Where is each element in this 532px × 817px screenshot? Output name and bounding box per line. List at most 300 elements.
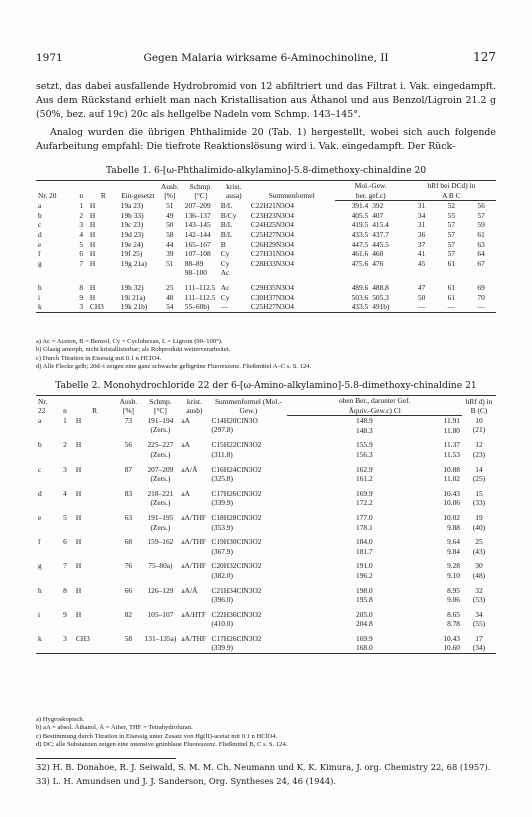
cell-summenformel: C29H35N3O4 — [250, 282, 294, 292]
cell-r: H — [75, 464, 82, 474]
cell-hrf — [462, 556, 496, 580]
cell-nr: e — [38, 239, 42, 249]
cell-hrf — [462, 581, 496, 605]
cell-hrf — [462, 605, 496, 629]
cell-r: H — [89, 239, 96, 249]
cell-aequiv-line: 205.0 — [356, 609, 373, 619]
cell-hrf-line: (25) — [472, 474, 486, 484]
cell-krist: Cy — [220, 249, 230, 259]
cell-hrf-line: (48) — [472, 570, 486, 580]
cell-summenformel — [209, 460, 287, 484]
cell-n: 9 — [79, 292, 84, 302]
cell-hrf-a: 47 — [417, 282, 426, 292]
cell-hrf-line: 12 — [475, 440, 483, 450]
cell-ausbeute: 66 — [124, 585, 133, 595]
cell-cl-line: 9.06 — [447, 595, 460, 605]
cell-summenformel-line: (325.8) — [211, 474, 233, 484]
cell-n: 3 — [79, 302, 84, 312]
cell-hrf-b: 57 — [447, 229, 456, 239]
cell-molgew-gef: 476 — [372, 258, 384, 268]
cell-nr: e — [38, 512, 42, 522]
cell-krist: B/L — [220, 200, 233, 210]
cell-cl — [375, 435, 462, 459]
cell-nr: a — [38, 415, 42, 425]
cell-hrf-b: 55 — [447, 210, 456, 220]
cell-hrf — [462, 484, 496, 508]
cell-aequiv-line: 156.3 — [356, 449, 373, 459]
t1-col-hrf-sub: A B C — [407, 191, 496, 201]
table-row — [36, 508, 496, 532]
cell-r: H — [75, 512, 82, 522]
cell-hrf-c: 70 — [477, 292, 485, 302]
cell-n: 3 — [63, 633, 67, 643]
cell-schmp — [141, 435, 179, 459]
cell-molgew-ber: 475.6 — [351, 258, 369, 268]
table-row — [36, 435, 496, 459]
cell-schmp-line: (Zers.) — [150, 474, 171, 484]
cell-ausbeute: 58 — [166, 229, 174, 239]
table-row — [36, 484, 496, 508]
cell-cl-line: 8.95 — [447, 585, 460, 595]
cell-summenformel-line: (396.0) — [211, 595, 233, 605]
cell-cl-line: 11.37 — [443, 440, 460, 450]
t1-col-schmp: Schmp. [°C] — [183, 181, 219, 201]
cell-krist: aA/THF — [181, 537, 207, 547]
cell-aequiv — [287, 435, 374, 459]
t2-col-r: R — [74, 396, 116, 416]
cell-hrf-line: 19 — [475, 512, 483, 522]
cell-hrf-line: (21) — [472, 425, 486, 435]
cell-summenformel — [209, 629, 287, 654]
body-paragraph: setzt, das dabei ausfallende Hydrobromid von 12 abfiltriert und das Filtrat i. Vak. eingedampft. Aus dem Rückstand erhielt man nach Kristallisation aus Äthanol und aus Benzol/Ligroin 21.2 g (50%, bez. auf 19c) 20c als hellgelbe Nadeln vom Schmp. 143–145°. — [36, 81, 496, 120]
table1-caption: Tabelle 1. 6-[ω-Phthalimido-alkylamino]-5.8-dimethoxy-chinaldine 20 — [105, 165, 427, 176]
table1-footnote: d) Alle Flecke gelb; 20d–i zeigen eine ganz schwache gelbgrüne Fluoreszenz. Fließmittel A–C s. S. 124. — [36, 363, 312, 371]
body-paragraph: Analog wurden die übrigen Phthalimide 20 (Tab. 1) hergestellt, wobei sich auch folgende Aufarbeitung empfahl: Die tiefrote Reaktionslösung wird i. Vak. eingedampft. Der Rück- — [36, 127, 496, 152]
cell-nr: d — [38, 229, 42, 239]
cell-krist: B/L — [220, 220, 233, 230]
cell-schmp-line: (Zers.) — [150, 522, 171, 532]
cell-schmp: 55–60b) — [184, 302, 210, 312]
cell-aequiv — [287, 605, 374, 629]
cell-cl-line: 10.43 — [443, 488, 460, 498]
cell-molgew-gef: 488.8 — [372, 282, 389, 292]
cell-schmp — [141, 581, 179, 605]
cell-aequiv-line: 191.0 — [356, 561, 373, 571]
cell-molgew-ber: 405.5 — [351, 210, 369, 220]
cell-hrf-a: 34 — [417, 210, 426, 220]
cell-hrf-line: (33) — [472, 498, 486, 508]
t2-col-analyse-sub: Äquiv.-Gew.c) Cl — [287, 406, 462, 416]
cell-schmp-line: 75–80a) — [148, 561, 173, 571]
t1-col-ausb: Ausb. [%] — [157, 181, 183, 201]
table-row — [36, 249, 496, 259]
cell-nr: g — [38, 258, 42, 268]
cell-krist: aA/THF — [181, 512, 207, 522]
cell-n: 2 — [79, 210, 84, 220]
cell-hrf — [462, 435, 496, 459]
t1-col-n: n — [75, 181, 88, 201]
cell-hrf — [462, 532, 496, 556]
cell-hrf — [462, 460, 496, 484]
cell-cl-line: 9.64 — [447, 537, 460, 547]
cell-molgew-ber: 391.4 — [351, 201, 369, 211]
cell-hrf-a: 41 — [417, 249, 426, 259]
table-row — [36, 460, 496, 484]
cell-aequiv-line: 148.9 — [356, 416, 373, 426]
cell-summenformel-line: (339.9) — [211, 498, 233, 508]
cell-cl — [375, 508, 462, 532]
cell-summenformel: C25H27N3O4 — [250, 302, 294, 312]
t2-col-n: n — [56, 396, 74, 416]
reference-item: 32) H. B. Donahoe, R. J. Seiwald, S. M. M. Ch. Neumann und K. K. Kimura, J. org. Chemistry 22, 68 (1957). — [36, 762, 491, 772]
cell-ausbeute: 73 — [124, 415, 133, 425]
cell-eingesetzt: 19c 23) — [120, 220, 144, 230]
t1-col-summenformel: Summenformel — [249, 181, 335, 201]
cell-hrf-c: 56 — [477, 201, 485, 211]
cell-n: 4 — [79, 229, 84, 239]
cell-aequiv-line: 169.9 — [356, 488, 373, 498]
cell-r: H — [75, 537, 82, 547]
cell-schmp — [183, 259, 219, 278]
cell-summenformel-line: (367.9) — [211, 546, 233, 556]
cell-schmp-line: (Zers.) — [150, 498, 171, 508]
cell-r: H — [89, 210, 96, 220]
cell-cl-line: 10.06 — [443, 498, 460, 508]
cell-summenformel — [209, 532, 287, 556]
cell-hrf-c: 67 — [477, 258, 485, 268]
cell-schmp-line: (Zers.) — [150, 449, 171, 459]
cell-hrf-c: 69 — [477, 282, 485, 292]
cell-schmp — [141, 460, 179, 484]
cell-summenformel-line: C22H36ClN3O2 — [211, 609, 262, 619]
cell-schmp-line: 207–209 — [147, 464, 174, 474]
table-row — [36, 240, 496, 250]
cell-schmp — [141, 532, 179, 556]
cell-summenformel-line: (410.0) — [211, 619, 233, 629]
cell-krist: Ac — [220, 282, 230, 292]
cell-summenformel: C23H23N3O4 — [250, 210, 294, 220]
references — [36, 758, 496, 789]
cell-n: 5 — [63, 512, 67, 522]
cell-hrf-line: 25 — [475, 537, 483, 547]
cell-summenformel-line: (353.9) — [211, 522, 233, 532]
cell-summenformel-line: C15H22ClN3O2 — [211, 440, 262, 450]
cell-r: CH3 — [75, 633, 90, 643]
cell-ausbeute: 49 — [166, 210, 174, 220]
cell-r: H — [75, 585, 82, 595]
cell-nr: i — [38, 609, 41, 619]
running-header — [36, 52, 496, 66]
cell-molgew-ber: 503.6 — [351, 292, 369, 302]
cell-hrf-line: (34) — [472, 643, 486, 653]
cell-hrf-b: 61 — [447, 282, 456, 292]
table2-footnote: b) aA = absol. Äthanol, Ä = Äther, THF = Tetrahydrofuran. — [36, 724, 193, 732]
cell-summenformel: C24H25N3O4 — [250, 220, 294, 230]
cell-schmp-line: 191–194 — [147, 415, 174, 425]
cell-cl — [375, 581, 462, 605]
cell-cl-line: 11.80 — [443, 425, 460, 435]
cell-summenformel-line: C17H26ClN3O2 — [211, 633, 262, 643]
cell-schmp — [141, 605, 179, 629]
cell-schmp-line: 126–129 — [147, 585, 174, 595]
cell-r: H — [89, 220, 96, 230]
cell-hrf-b: 57 — [447, 249, 456, 259]
cell-hrf-line: (40) — [472, 522, 486, 532]
cell-molgew-ber: 433.5 — [351, 229, 369, 239]
cell-aequiv — [287, 556, 374, 580]
cell-aequiv-line: 195.8 — [356, 595, 373, 605]
t1-col-krist: krist. ausa) — [219, 181, 249, 201]
cell-cl-line: 10.60 — [443, 643, 460, 653]
cell-aequiv-line: 178.1 — [356, 522, 373, 532]
t2-col-summenformel: Summenformel (Mol.-Gew.) — [209, 396, 287, 416]
cell-cl — [375, 532, 462, 556]
t1-col-r: R — [88, 181, 119, 201]
t1-col-molgew-sub: ber. gef.c) — [335, 191, 407, 201]
cell-summenformel-line: (297.8) — [211, 425, 233, 435]
cell-aequiv — [287, 460, 374, 484]
table-row — [36, 629, 496, 654]
cell-krist: aA — [181, 440, 191, 450]
cell-molgew-gef: 491b) — [372, 302, 390, 312]
cell-aequiv — [287, 416, 374, 436]
cell-hrf-c: 59 — [477, 220, 485, 230]
cell-hrf-a: 45 — [417, 258, 426, 268]
cell-nr: k — [38, 633, 42, 643]
cell-krist-line: Ac — [220, 268, 230, 278]
cell-krist: aA — [181, 415, 191, 425]
cell-hrf — [462, 416, 496, 436]
cell-summenformel — [209, 484, 287, 508]
cell-cl-line: 9.10 — [447, 570, 460, 580]
t2-col-schmp: Schmp. [°C] — [141, 396, 179, 416]
cell-molgew-ber: 489.6 — [351, 282, 369, 292]
cell-cl-line: 11.91 — [443, 416, 460, 426]
cell-nr: h — [38, 282, 42, 292]
cell-hrf-line: (43) — [472, 546, 486, 556]
cell-summenformel-line: (311.8) — [211, 449, 233, 459]
cell-krist: Cy — [220, 292, 230, 302]
cell-aequiv-line: 168.0 — [356, 643, 373, 653]
cell-aequiv-line: 172.2 — [356, 498, 373, 508]
cell-nr: b — [38, 440, 42, 450]
cell-hrf-b: — — [447, 302, 456, 312]
cell-summenformel-line: C19H30ClN3O2 — [211, 537, 262, 547]
cell-summenformel — [209, 605, 287, 629]
cell-ausbeute: 76 — [124, 561, 133, 571]
cell-schmp: 143–145 — [184, 220, 211, 230]
cell-r: H — [89, 200, 96, 210]
cell-hrf-c: — — [477, 302, 485, 312]
cell-cl-line: 8.65 — [447, 609, 460, 619]
cell-ausbeute: 25 — [166, 282, 174, 292]
table2-footnote: a) Hygroskopisch. — [36, 716, 85, 723]
cell-krist-line: Cy — [220, 258, 230, 268]
cell-hrf-line: 32 — [475, 585, 483, 595]
t2-col-nr: Nr. 22 — [36, 396, 56, 416]
table-row — [36, 556, 496, 580]
cell-ausbeute: 48 — [166, 292, 174, 302]
cell-summenformel — [209, 435, 287, 459]
header-year: 1971 — [36, 52, 63, 64]
table-row — [36, 605, 496, 629]
table-row — [36, 581, 496, 605]
cell-summenformel: C26H29N3O4 — [250, 239, 294, 249]
cell-hrf-c: 64 — [477, 249, 485, 259]
cell-eingesetzt: 19b 33) — [120, 210, 144, 220]
cell-hrf-line: 15 — [475, 488, 483, 498]
cell-eingesetzt: 19i 21a) — [120, 292, 146, 302]
cell-eingesetzt: 19g 21a) — [120, 258, 147, 268]
cell-eingesetzt: 19d 23) — [120, 229, 144, 239]
reference-rule — [36, 758, 176, 759]
cell-cl — [375, 629, 462, 654]
cell-nr: k — [38, 302, 42, 312]
cell-r: H — [75, 609, 82, 619]
cell-krist: aA/Ä — [181, 585, 198, 595]
cell-n: 7 — [79, 258, 84, 268]
cell-hrf-line: (53) — [472, 595, 486, 605]
cell-schmp-line: 105–107 — [147, 609, 174, 619]
cell-r: H — [75, 488, 82, 498]
table2-footnote: d) DC; alle Substanzen zeigen eine intensive grünblaue Fluoreszenz. Fließmittel B, C s. S. 124. — [36, 741, 288, 749]
cell-aequiv-line: 184.0 — [356, 537, 373, 547]
cell-nr: a — [38, 200, 42, 210]
table-row — [36, 201, 496, 211]
cell-n: 6 — [63, 537, 67, 547]
table-row — [36, 278, 496, 293]
cell-schmp: 111–112.5 — [184, 292, 216, 302]
cell-cl — [375, 416, 462, 436]
cell-hrf-line: 34 — [475, 609, 483, 619]
cell-hrf — [462, 629, 496, 654]
cell-hrf-line: 14 — [475, 464, 483, 474]
cell-summenformel — [209, 556, 287, 580]
cell-summenformel: C30H37N3O4 — [250, 292, 294, 302]
table1-footnote: a) Ac = Aceton, B = Benzol, Cy = Cyclohexan, L = Ligroin (90–100°). — [36, 338, 223, 345]
cell-nr: h — [38, 585, 42, 595]
cell-ausbeute: 68 — [124, 537, 133, 547]
cell-cl-line: 10.02 — [443, 512, 460, 522]
cell-krist: B — [220, 239, 226, 249]
cell-aequiv — [287, 629, 374, 654]
cell-n: 3 — [63, 464, 67, 474]
cell-hrf-a: 37 — [417, 239, 426, 249]
cell-hrf-line: 30 — [475, 561, 483, 571]
table-row — [36, 293, 496, 303]
cell-schmp: 165–167 — [184, 239, 211, 249]
cell-schmp: 111–112.5 — [184, 282, 216, 292]
cell-aequiv-line: 196.2 — [356, 570, 373, 580]
cell-summenformel: C28H33N3O4 — [250, 258, 294, 268]
table1-footnote: b) Glasig amorph, nicht kristallisierbar; als Rohprodukt weiterverarbeitet. — [36, 346, 231, 354]
cell-schmp-line: 98–100 — [184, 268, 207, 278]
table-row — [36, 230, 496, 240]
cell-schmp — [141, 484, 179, 508]
cell-summenformel-line: C17H26ClN3O2 — [211, 488, 262, 498]
t1-col-molgew: Mol.-Gew. — [335, 181, 407, 191]
header-title: Gegen Malaria wirksame 6-Aminochinoline, II — [143, 52, 389, 64]
cell-schmp-line: (Zers.) — [150, 425, 171, 435]
cell-schmp — [141, 556, 179, 580]
cell-aequiv-line: 148.3 — [356, 425, 373, 435]
cell-ausbeute: 51 — [166, 258, 174, 268]
cell-n: 1 — [79, 200, 84, 210]
cell-molgew-gef: 392 — [372, 201, 384, 211]
cell-molgew-gef: 437.7 — [372, 229, 389, 239]
cell-hrf-b: 52 — [447, 201, 456, 211]
cell-molgew-gef: 407 — [372, 210, 384, 220]
cell-eingesetzt: 19h 32) — [120, 282, 144, 292]
cell-schmp-line: 225–227 — [147, 440, 174, 450]
cell-summenformel-line: C20H32ClN3O2 — [211, 561, 262, 571]
cell-molgew-ber: 447.5 — [351, 239, 369, 249]
cell-schmp: 136–137 — [184, 210, 211, 220]
cell-aequiv-line: 177.0 — [356, 512, 373, 522]
cell-ausbeute: 54 — [166, 302, 174, 312]
cell-r: CH3 — [89, 302, 104, 312]
cell-ausbeute: 39 — [166, 249, 174, 259]
cell-eingesetzt: 19a 23) — [120, 200, 144, 210]
cell-summenformel — [209, 581, 287, 605]
t2-col-analyse: oben Ber., darunter Gef. — [287, 396, 462, 406]
cell-krist: B/Cy — [220, 210, 237, 220]
cell-hrf-line: (23) — [472, 449, 486, 459]
cell-r: H — [89, 258, 96, 268]
cell-eingesetzt: 19f 25) — [120, 249, 143, 259]
table1 — [36, 180, 496, 313]
cell-krist: aA — [181, 488, 191, 498]
cell-aequiv-line: 204.8 — [356, 619, 373, 629]
cell-r: H — [89, 282, 96, 292]
cell-schmp-line: 131–135a) — [144, 633, 177, 643]
cell-molgew-gef: 415.4 — [372, 220, 389, 230]
cell-krist: aA/THF — [181, 561, 207, 571]
cell-hrf-a: 31 — [417, 201, 426, 211]
table2 — [36, 395, 496, 654]
cell-schmp: 142–144 — [184, 229, 211, 239]
cell-cl-line: 9.88 — [447, 522, 460, 532]
cell-n: 8 — [63, 585, 67, 595]
cell-hrf-line: 17 — [475, 633, 483, 643]
cell-molgew-gef: 505.3 — [372, 292, 389, 302]
cell-cl-line: 10.43 — [443, 633, 460, 643]
cell-summenformel-line: C14H20ClN3O — [211, 415, 258, 425]
cell-ausbeute: 87 — [124, 464, 133, 474]
cell-n: 6 — [79, 249, 84, 259]
cell-ausbeute: 83 — [124, 488, 133, 498]
cell-cl-line: 9.28 — [447, 561, 460, 571]
cell-aequiv — [287, 581, 374, 605]
table2-caption: Tabelle 2. Monohydrochloride 22 der 6-[ω-Amino-alkylamino]-5.8-dimethoxy-chinaldine 21 — [55, 380, 477, 391]
cell-r: H — [75, 561, 82, 571]
cell-r: H — [75, 440, 82, 450]
cell-schmp-line: 191–195 — [147, 512, 174, 522]
cell-hrf-c: 61 — [477, 229, 485, 239]
cell-molgew-ber: 461.6 — [351, 249, 369, 259]
cell-nr: f — [38, 249, 41, 259]
cell-nr: f — [38, 537, 41, 547]
cell-krist: B/L — [220, 229, 233, 239]
cell-ausbeute: 50 — [166, 220, 174, 230]
cell-summenformel-line: C18H28ClN3O2 — [211, 512, 262, 522]
cell-schmp — [141, 508, 179, 532]
cell-cl-line: 11.02 — [443, 474, 460, 484]
cell-n: 2 — [63, 440, 67, 450]
cell-ausbeute: 51 — [166, 200, 174, 210]
cell-summenformel-line: (382.0) — [211, 570, 233, 580]
cell-krist: aA/Ä — [181, 464, 198, 474]
